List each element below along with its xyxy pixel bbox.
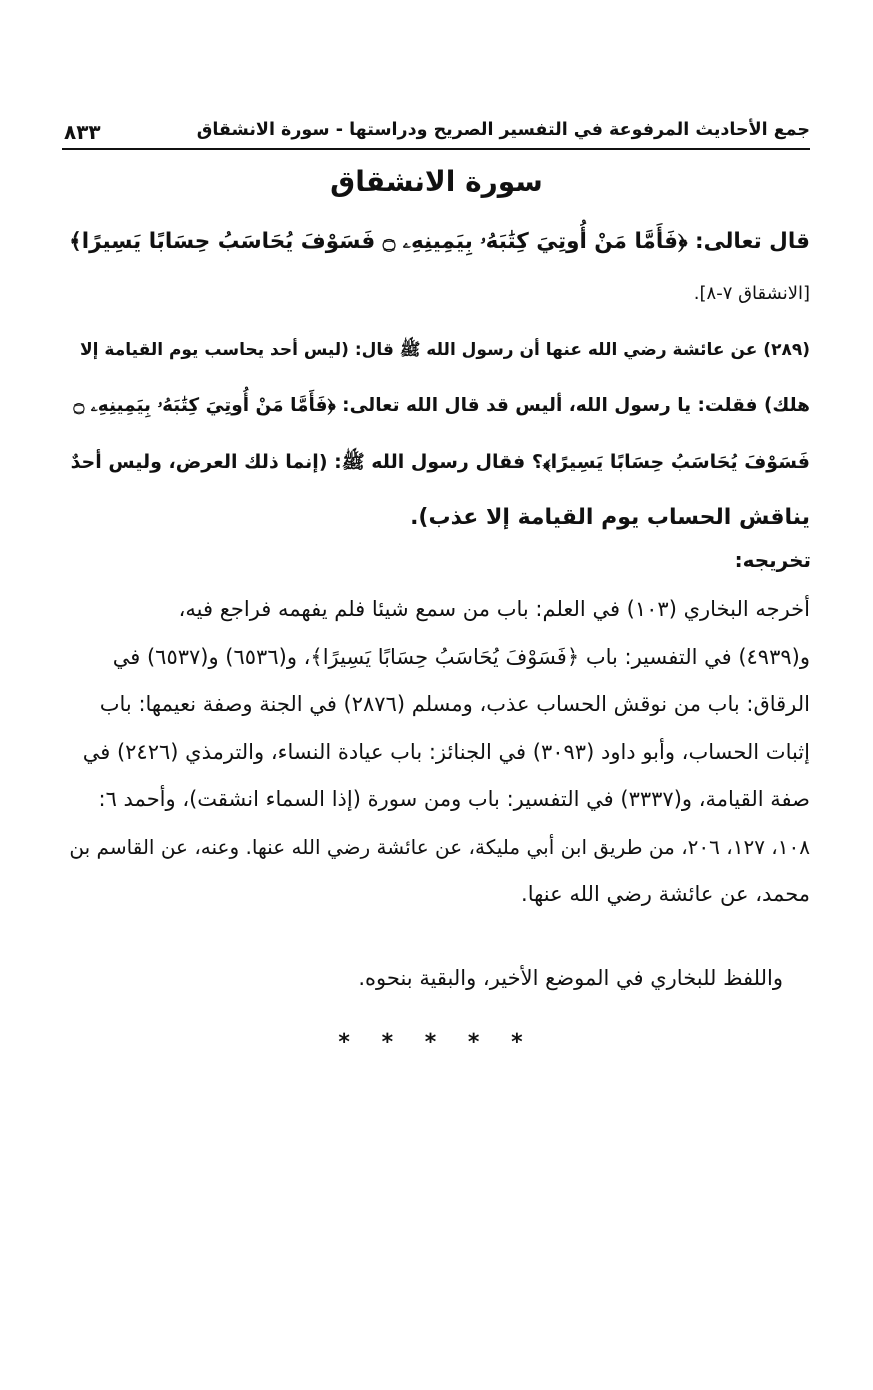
takhrij-line: إثبات الحساب، وأبو داود (٣٠٩٣) في الجنائز: باب عيادة النساء، والترمذي (٢٤٢٦) في xyxy=(82,739,810,764)
header-title: جمع الأحاديث المرفوعة في التفسير الصريح ودراستها - سورة الانشقاق xyxy=(196,120,810,140)
section-divider-stars: * * * * * xyxy=(338,1030,535,1055)
verse-line: قال تعالى: ﴿فَأَمَّا مَنْ أُوتِيَ كِتَٰبَهُۥ بِيَمِينِهِۦ ۝ فَسَوْفَ يُحَاسَبُ حِسَابًا يَسِيرًا﴾ xyxy=(69,229,810,254)
closing-note: واللفظ للبخاري في الموضع الأخير، والبقية بنحوه. xyxy=(358,966,783,990)
surah-title: سورة الانشقاق xyxy=(330,165,543,198)
hadith-line: (٢٨٩) عن عائشة رضي الله عنها أن رسول الله ﷺ قال: (ليس أحد يحاسب يوم القيامة إلا xyxy=(80,340,810,360)
verse-reference: [الانشقاق ٧-٨]. xyxy=(693,283,810,304)
takhrij-text xyxy=(62,586,810,919)
hadith-line: فَسَوْفَ يُحَاسَبُ حِسَابًا يَسِيرًا﴾؟ فقال رسول الله ﷺ: (إنما ذلك العرض، وليس أحدٌ xyxy=(70,451,810,473)
running-header xyxy=(62,118,810,150)
intro-verse xyxy=(62,222,810,314)
takhrij-line: محمد، عن عائشة رضي الله عنها. xyxy=(521,882,810,906)
takhrij-line: و(٤٩٣٩) في التفسير: باب ﴿فَسَوْفَ يُحَاسَبُ حِسَابًا يَسِيرًا﴾، و(٦٥٣٦) و(٦٥٣٧) في xyxy=(112,644,810,669)
page-number: ٨٣٣ xyxy=(64,120,101,144)
takhrij-line: الرقاق: باب من نوقش الحساب عذب، ومسلم (٢٨٧٦) في الجنة وصفة نعيمها: باب xyxy=(99,692,810,716)
takhrij-line: صفة القيامة، و(٣٣٣٧) في التفسير: باب ومن سورة (إذا السماء انشقت)، وأحمد ٦: xyxy=(98,787,810,811)
hadith-line: يناقش الحساب يوم القيامة إلا عذب). xyxy=(410,505,810,530)
hadith-line: هلك) فقلت: يا رسول الله، أليس قد قال الله تعالى: ﴿فَأَمَّا مَنْ أُوتِيَ كِتَٰبَهُۥ بِيَمِينِهِۦ ۝ xyxy=(73,395,810,416)
hadith-text xyxy=(62,322,810,546)
takhrij-line: ١٠٨، ١٢٧، ٢٠٦، من طريق ابن أبي مليكة، عن عائشة رضي الله عنها. وعنه، عن القاسم بن xyxy=(69,834,810,859)
takhrij-heading: تخريجه: xyxy=(734,548,811,572)
takhrij-line: أخرجه البخاري (١٠٣) في العلم: باب من سمع شيئا فلم يفهمه فراجع فيه، xyxy=(178,597,810,621)
